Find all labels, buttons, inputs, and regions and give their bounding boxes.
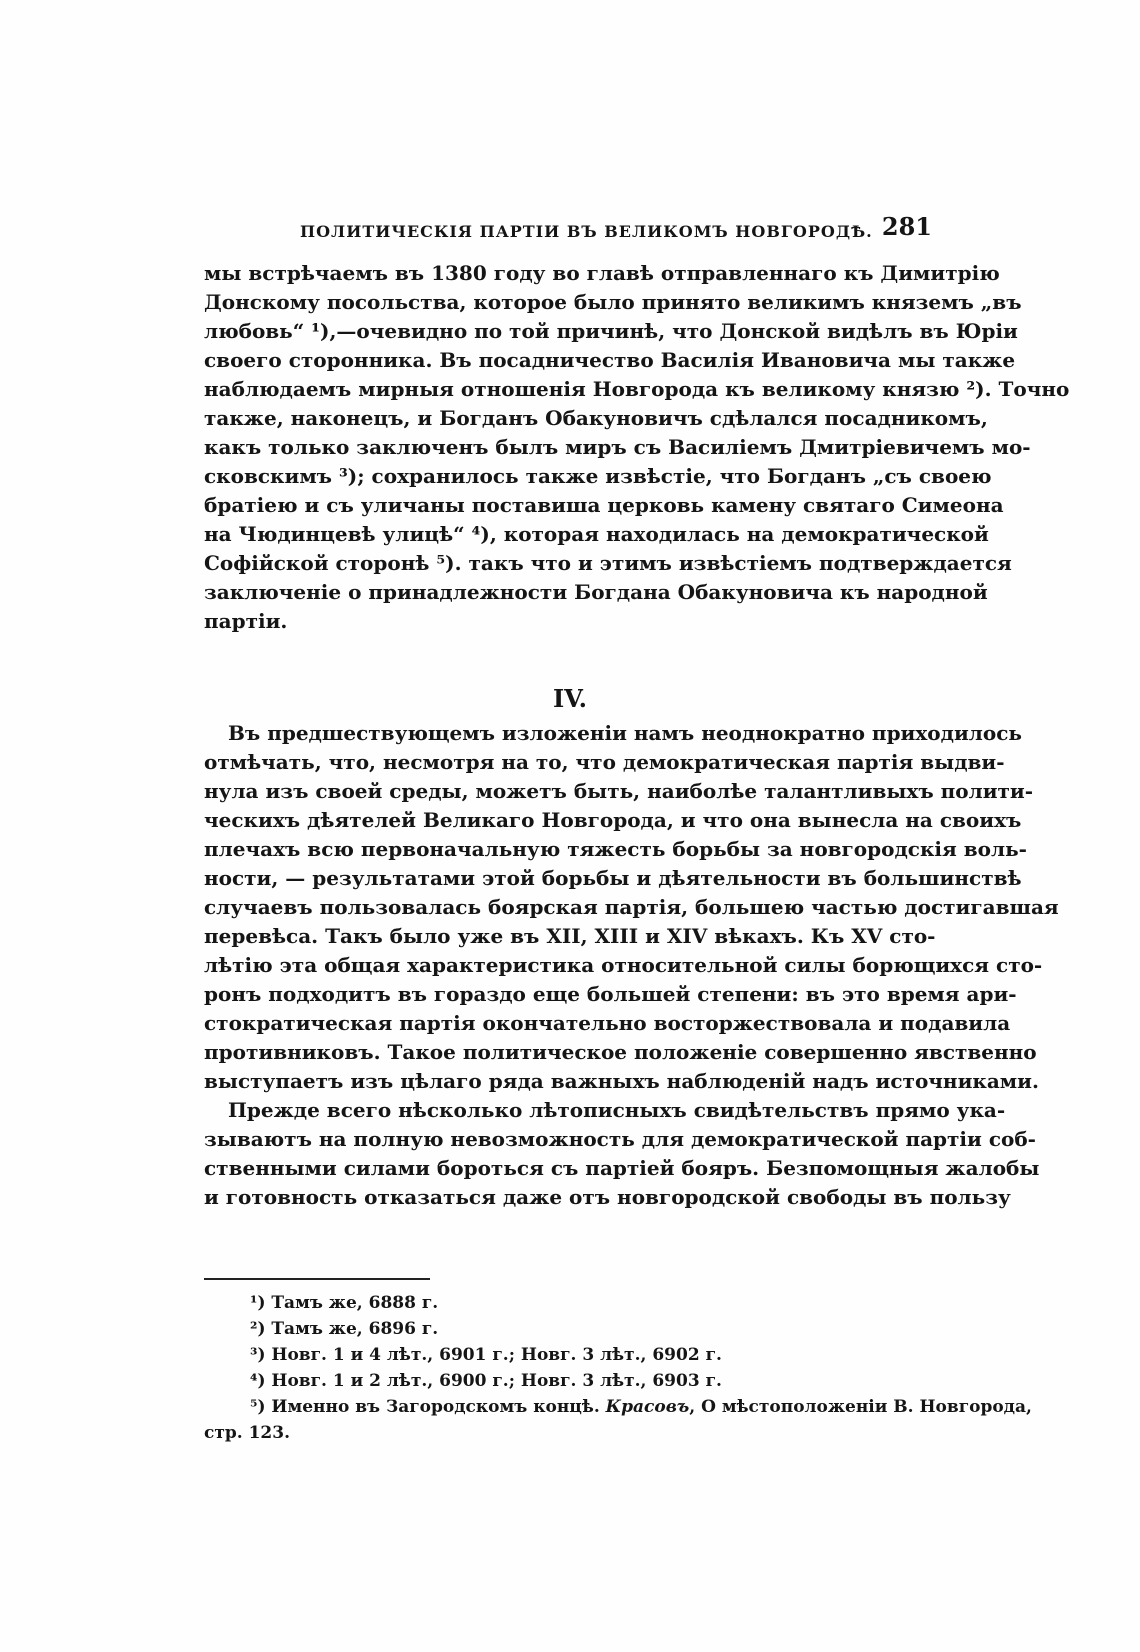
footnote-5-author: Красовъ	[605, 1397, 690, 1417]
running-title: ПОЛИТИЧЕСКІЯ ПАРТІИ ВЪ ВЕЛИКОМЪ НОВГОРОДѢ.	[300, 222, 873, 241]
text-line: и готовность отказаться даже отъ новгородской свободы въ пользу	[204, 1185, 1011, 1209]
footnote-5-continuation: стр. 123.	[204, 1423, 291, 1443]
text-line: перевѣса. Такъ было уже въ XII, XIII и XIV вѣкахъ. Къ XV сто-	[204, 924, 936, 948]
text-line: зываютъ на полную невозможность для демократической партіи соб-	[204, 1127, 1036, 1151]
footnote-5-title: , О мѣстоположеніи В. Новгорода,	[689, 1397, 1032, 1417]
text-line: плечахъ всю первоначальную тяжесть борьбы за новгородскія воль-	[204, 837, 1027, 861]
text-line: нула изъ своей среды, можетъ быть, наиболѣе талантливыхъ полити-	[204, 779, 1034, 803]
text-line: стократическая партія окончательно восторжествовала и подавила	[204, 1011, 1011, 1035]
footnote-3: ³) Новг. 1 и 4 лѣт., 6901 г.; Новг. 3 лѣт., 6902 г.	[250, 1345, 722, 1365]
footnote-divider	[204, 1278, 430, 1280]
text-line: заключеніе о принадлежности Богдана Обакуновича къ народной	[204, 580, 988, 604]
text-line: какъ только заключенъ былъ миръ съ Василіемъ Дмитріевичемъ мо-	[204, 435, 1031, 459]
text-line: также, наконецъ, и Богданъ Обакуновичъ сдѣлался посадникомъ,	[204, 406, 988, 430]
text-line: мы встрѣчаемъ въ 1380 году во главѣ отправленнаго къ Димитрію	[204, 261, 1000, 285]
footnote-5-text: ⁵) Именно въ Загородскомъ концѣ.	[250, 1397, 606, 1417]
footnote-2: ²) Тамъ же, 6896 г.	[250, 1319, 439, 1339]
running-head	[300, 212, 932, 248]
text-line: сковскимъ ³); сохранилось также извѣстіе, что Богданъ „съ своею	[204, 464, 992, 488]
text-line: любовь“ ¹),—очевидно по той причинѣ, что Донской видѣлъ въ Юріи	[204, 319, 1018, 343]
page-number: 281	[881, 212, 932, 241]
footnote-1: ¹) Тамъ же, 6888 г.	[250, 1293, 439, 1313]
text-line: Прежде всего нѣсколько лѣтописныхъ свидѣтельствъ прямо ука-	[228, 1098, 1006, 1122]
text-line: лѣтію эта общая характеристика относительной силы борющихся сто-	[204, 953, 1043, 977]
text-line: ственными силами бороться съ партіей бояръ. Безпомощныя жалобы	[204, 1156, 1040, 1180]
text-line: на Чюдинцевѣ улицѣ“ ⁴), которая находилась на демократической	[204, 522, 989, 546]
text-line: наблюдаемъ мирныя отношенія Новгорода къ великому князю ²). Точно	[204, 377, 1070, 401]
text-line: партіи.	[204, 609, 288, 633]
text-line: ронъ подходитъ въ гораздо еще большей степени: въ это время ари-	[204, 982, 1017, 1006]
text-line: братіею и съ уличаны поставиша церковь камену святаго Симеона	[204, 493, 1004, 517]
section-heading: IV.	[552, 684, 587, 713]
text-line: выступаетъ изъ цѣлаго ряда важныхъ наблюденій надъ источниками.	[204, 1069, 1039, 1093]
text-line: ности, — результатами этой борьбы и дѣятельности въ большинствѣ	[204, 866, 1022, 890]
footnote-5	[250, 1394, 1032, 1420]
text-line: Софійской сторонѣ ⁵). такъ что и этимъ извѣстіемъ подтверждается	[204, 551, 1012, 575]
text-line: отмѣчать, что, несмотря на то, что демократическая партія выдви-	[204, 750, 1005, 774]
text-line: Въ предшествующемъ изложеніи намъ неоднократно приходилось	[228, 721, 1023, 745]
text-line: ческихъ дѣятелей Великаго Новгорода, и что она вынесла на своихъ	[204, 808, 1022, 832]
text-line: своего сторонника. Въ посадничество Василія Ивановича мы также	[204, 348, 1016, 372]
text-line: случаевъ пользовалась боярская партія, большею частью достигавшая	[204, 895, 1059, 919]
text-line: Донскому посольства, которое было принято великимъ княземъ „въ	[204, 290, 1022, 314]
footnote-4: ⁴) Новг. 1 и 2 лѣт., 6900 г.; Новг. 3 лѣт., 6903 г.	[250, 1371, 722, 1391]
text-line: противниковъ. Такое политическое положеніе совершенно явственно	[204, 1040, 1037, 1064]
